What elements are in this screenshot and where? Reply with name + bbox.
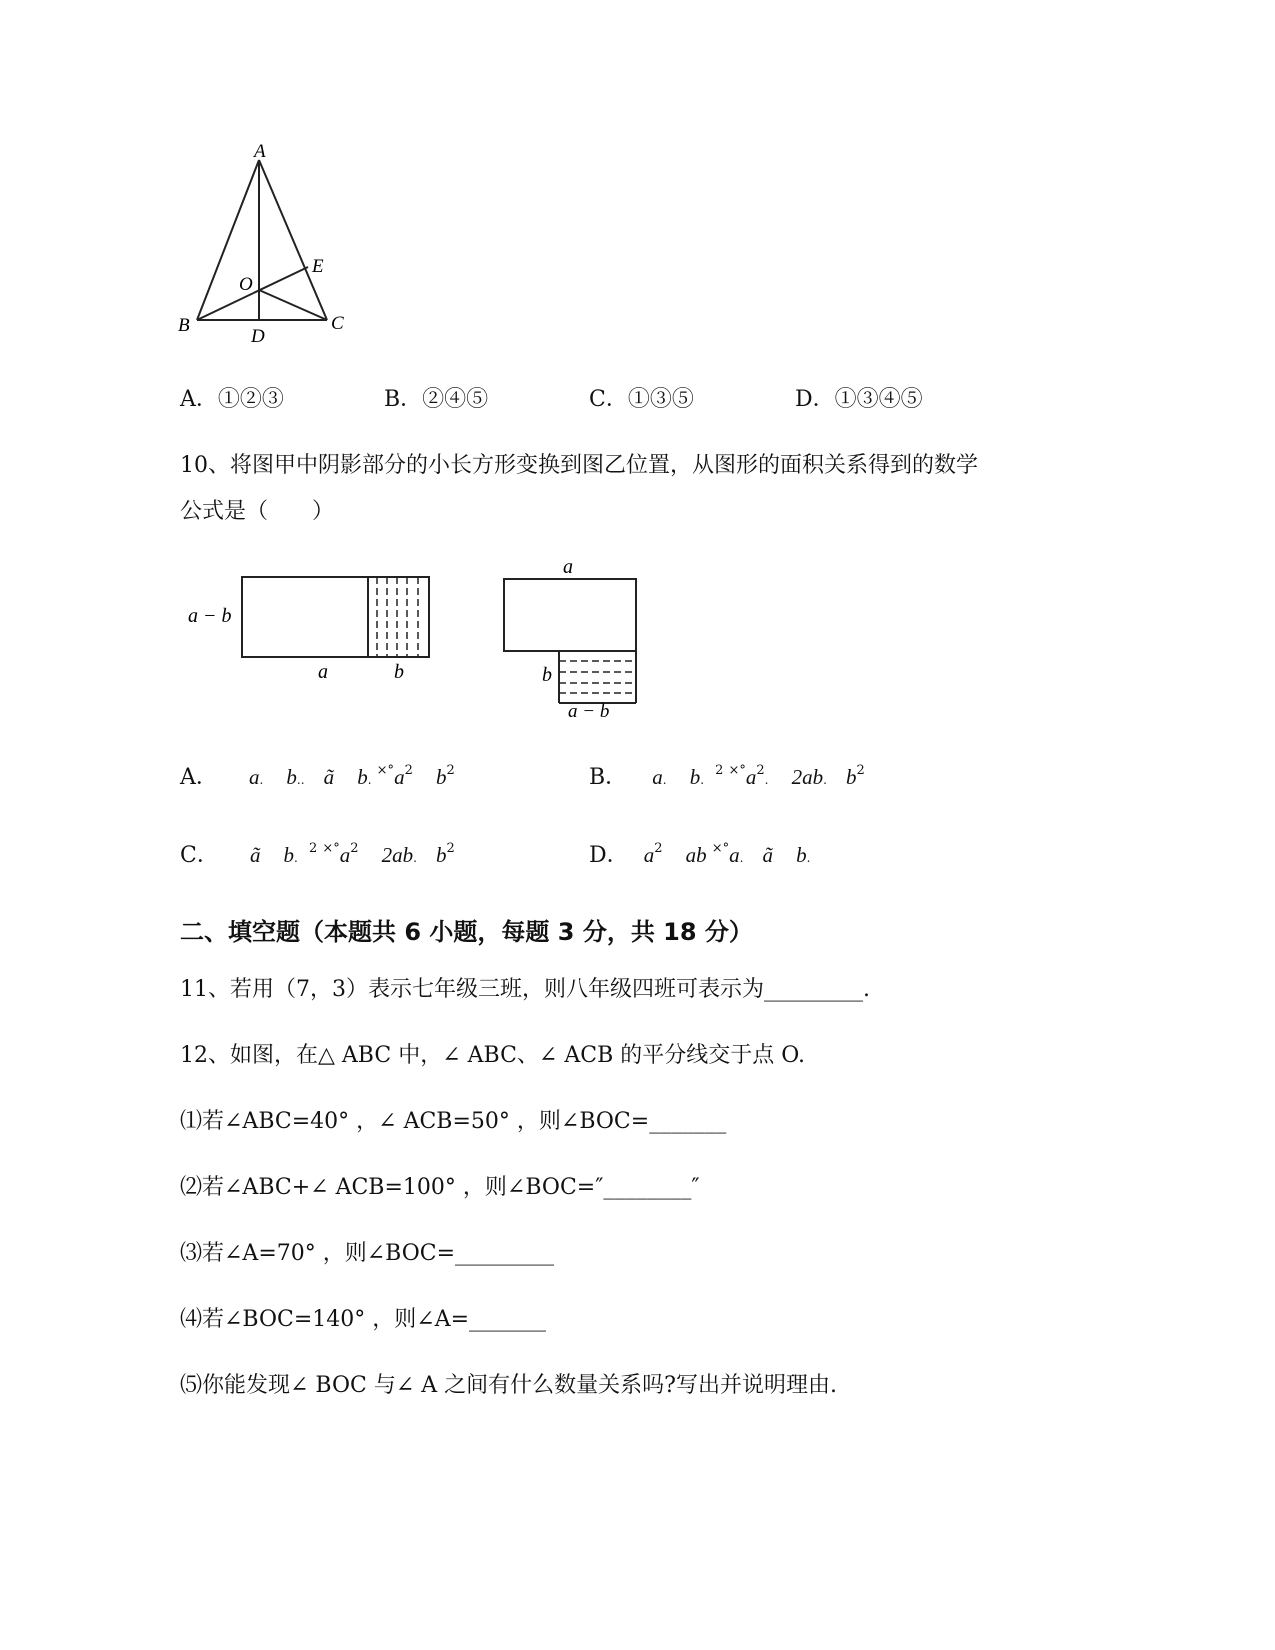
option-text: ①②③ xyxy=(217,387,284,412)
option-letter: B． xyxy=(384,387,423,412)
q11-text: 11、若用（7，3）表示七年级三班，则八年级四班可表示为_________. xyxy=(180,977,870,1002)
dot-mark: . xyxy=(739,851,744,865)
superscript: 2 xyxy=(446,841,455,856)
formula-part: b xyxy=(796,843,807,867)
label-C: C xyxy=(331,313,344,334)
option-letter: D． xyxy=(589,843,629,868)
dot-mark: . xyxy=(806,851,811,865)
option-text: ①③④⑤ xyxy=(834,387,923,412)
left-bottom-a: a xyxy=(318,661,328,683)
formula-part: b xyxy=(357,765,368,789)
formula-part: b xyxy=(846,765,857,789)
formula-part: b xyxy=(435,765,447,789)
superscript: 2 xyxy=(446,763,455,778)
dot-mark: . xyxy=(662,773,667,787)
formula-part: b xyxy=(689,765,701,789)
q10-option-b[interactable] xyxy=(589,760,865,791)
formula-part: b xyxy=(286,765,297,789)
option-letter: A． xyxy=(180,765,218,790)
formula-part: ã xyxy=(249,843,261,867)
right-bottom-label: a − b xyxy=(568,701,610,722)
label-B: B xyxy=(178,315,190,336)
superscript: 2 xyxy=(404,763,413,778)
dot-mark: .. xyxy=(296,773,305,787)
q10-line2: 公式是（ ） xyxy=(180,499,335,524)
formula-part: a xyxy=(339,843,351,867)
dot-mark: . xyxy=(764,773,769,787)
label-O: O xyxy=(239,274,253,295)
q12-part1: ⑴若∠ABC=40° ，∠ ACB=50° ，则∠BOC=_______ xyxy=(180,1109,727,1134)
right-side-label: b xyxy=(542,664,552,686)
q12-part3: ⑶若∠A=70° ，则∠BOC=_________ xyxy=(180,1241,555,1266)
label-E: E xyxy=(312,256,324,277)
label-A: A xyxy=(254,141,266,162)
option-letter: B． xyxy=(589,765,628,790)
formula-part: 2ab xyxy=(791,765,824,789)
q10-option-c[interactable] xyxy=(180,838,455,869)
superscript: 2 xyxy=(856,763,865,778)
q12-part5: ⑸你能发现∠ BOC 与∠ A 之间有什么数量关系吗?写出并说明理由. xyxy=(180,1373,837,1398)
formula-part: ã xyxy=(762,843,774,867)
option-letter: C． xyxy=(180,843,219,868)
q10-option-a[interactable] xyxy=(180,760,455,791)
q12-intro: 12、如图，在△ ABC 中，∠ ABC、∠ ACB 的平分线交于点 O. xyxy=(180,1043,805,1068)
q9-option-c[interactable] xyxy=(589,382,694,413)
q10-line1: 10、将图甲中阴影部分的小长方形变换到图乙位置，从图形的面积关系得到的数学 xyxy=(180,453,978,478)
option-letter: A． xyxy=(180,387,218,412)
cross-circle-mark: ×° xyxy=(322,841,340,856)
dot-mark: . xyxy=(259,773,264,787)
formula-part: a xyxy=(394,765,405,789)
q9-option-d[interactable] xyxy=(795,382,923,413)
label-D: D xyxy=(251,326,265,347)
formula-part: a xyxy=(643,843,655,867)
superscript: 2 xyxy=(654,841,663,856)
formula-part: a xyxy=(652,765,663,789)
q9-option-a[interactable] xyxy=(180,382,284,413)
formula-part: b xyxy=(436,843,447,867)
superscript: 2 xyxy=(715,763,724,778)
triangle-figure xyxy=(170,135,370,350)
superscript: 2 xyxy=(350,841,359,856)
formula-part: a xyxy=(248,765,260,789)
dot-mark: . xyxy=(700,773,705,787)
q12-part2: ⑵若∠ABC+∠ ACB=100° ，则∠BOC=″________″ xyxy=(180,1175,700,1200)
cross-circle-mark: ×° xyxy=(711,841,730,856)
left-side-label: a − b xyxy=(188,605,232,627)
q12-part4: ⑷若∠BOC=140° ，则∠A=_______ xyxy=(180,1307,547,1332)
formula-part: ã xyxy=(323,765,335,789)
option-text: ①③⑤ xyxy=(627,387,694,412)
option-letter: D． xyxy=(795,387,835,412)
formula-part: ab xyxy=(685,843,707,867)
dot-mark: . xyxy=(294,851,298,865)
dot-mark: . xyxy=(823,773,827,787)
formula-part: a xyxy=(729,843,740,867)
left-bottom-b: b xyxy=(394,661,404,683)
rectangle-figure-right xyxy=(500,553,650,723)
q9-option-b[interactable] xyxy=(384,382,488,413)
superscript: 2 xyxy=(756,763,765,778)
formula-part: b xyxy=(283,843,295,867)
formula-part: 2ab xyxy=(381,843,414,867)
option-text: ②④⑤ xyxy=(422,387,489,412)
cross-circle-mark: ×° xyxy=(728,763,746,778)
rectangle-figure-left xyxy=(180,565,440,695)
dot-mark: . xyxy=(413,851,417,865)
section-heading: 二、填空题（本题共 6 小题，每题 3 分，共 18 分） xyxy=(180,918,753,946)
cross-circle-mark: ×° xyxy=(376,763,395,778)
right-top-label: a xyxy=(563,556,573,578)
superscript: 2 xyxy=(308,841,318,856)
option-letter: C． xyxy=(589,387,628,412)
dot-mark: . xyxy=(367,773,372,787)
formula-part: a xyxy=(745,765,757,789)
q10-option-d[interactable] xyxy=(589,838,810,869)
